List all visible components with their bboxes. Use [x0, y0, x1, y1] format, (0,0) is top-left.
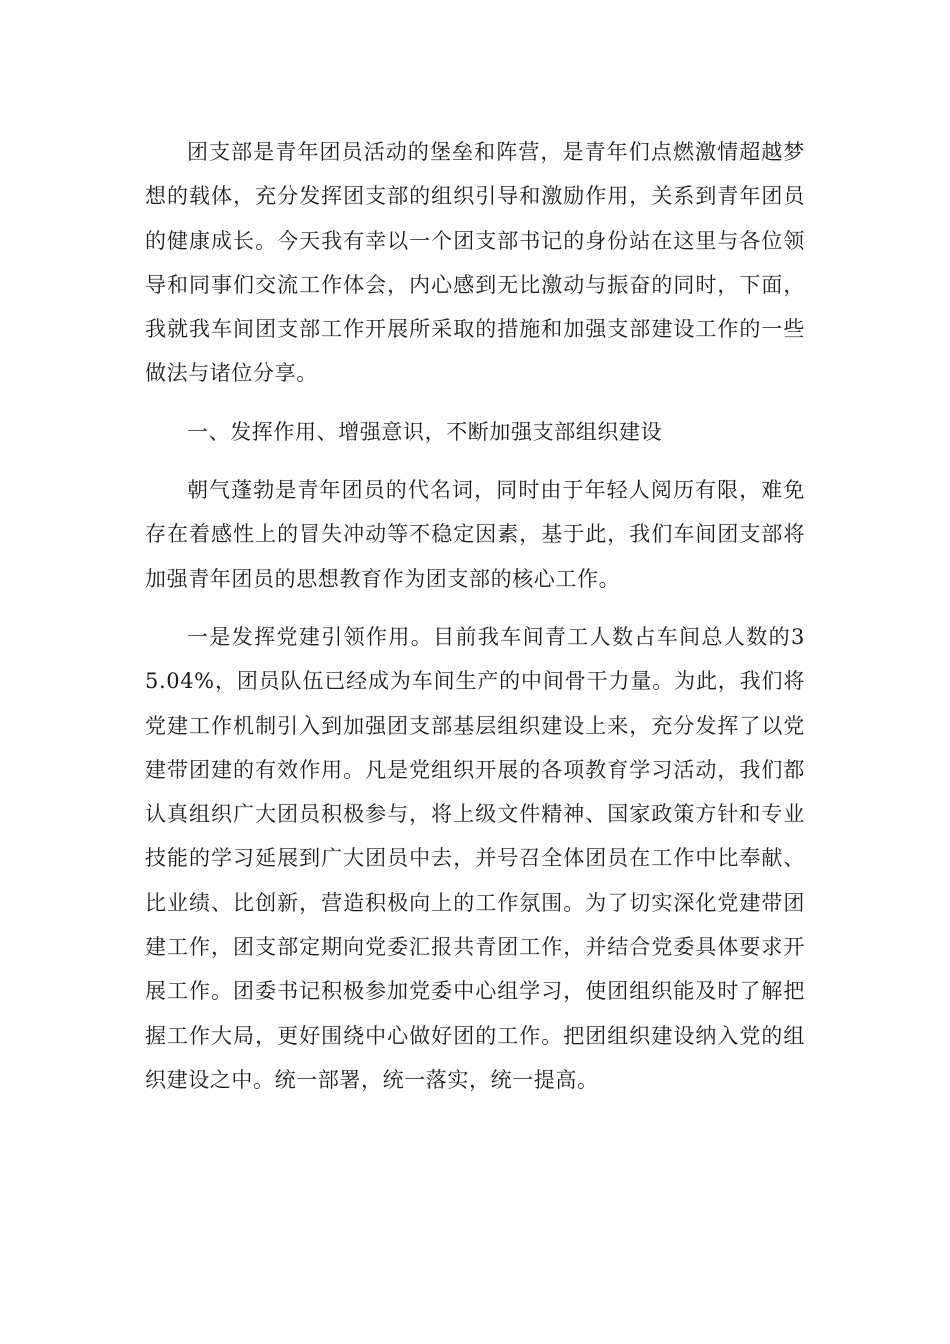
- paragraph-section-intro: 朝气蓬勃是青年团员的代名词，同时由于年轻人阅历有限，难免存在着感性上的冒失冲动等不稳定因素，基于此，我们车间团支部将加强青年团员的思想教育作为团支部的核心工作。: [145, 478, 805, 591]
- paragraph-point-one: 一是发挥党建引领作用。目前我车间青工人数占车间总人数的35.04%，团员队伍已经成为车间生产的中间骨干力量。为此，我们将党建工作机制引入到加强团支部基层组织建设上来，充分发挥了以党建带团建的有效作用。凡是党组织开展的各项教育学习活动，我们都认真组织广大团员积极参与，将上级文件精神、国家政策方针和专业技能的学习延展到广大团员中去，并号召全体团员在工作中比奉献、比业绩、比创新，营造积极向上的工作氛围。为了切实深化党建带团建工作，团支部定期向党委汇报共青团工作，并结合党委具体要求开展工作。团委书记积极参加党委中心组学习，使团组织能及时了解把握工作大局，更好围绕中心做好团的工作。把团组织建设纳入党的组织建设之中。统一部署，统一落实，统一提高。: [145, 624, 805, 1092]
- paragraph-intro: 团支部是青年团员活动的堡垒和阵营，是青年们点燃激情超越梦想的载体，充分发挥团支部的组织引导和激励作用，关系到青年团员的健康成长。今天我有幸以一个团支部书记的身份站在这里与各位领导和同事们交流工作体会，内心感到无比激动与振奋的同时，下面，我就我车间团支部工作开展所采取的措施和加强支部建设工作的一些做法与诸位分享。: [145, 140, 805, 386]
- section-heading: 一、发挥作用、增强意识，不断加强支部组织建设: [187, 419, 663, 444]
- document-body: [145, 130, 805, 1116]
